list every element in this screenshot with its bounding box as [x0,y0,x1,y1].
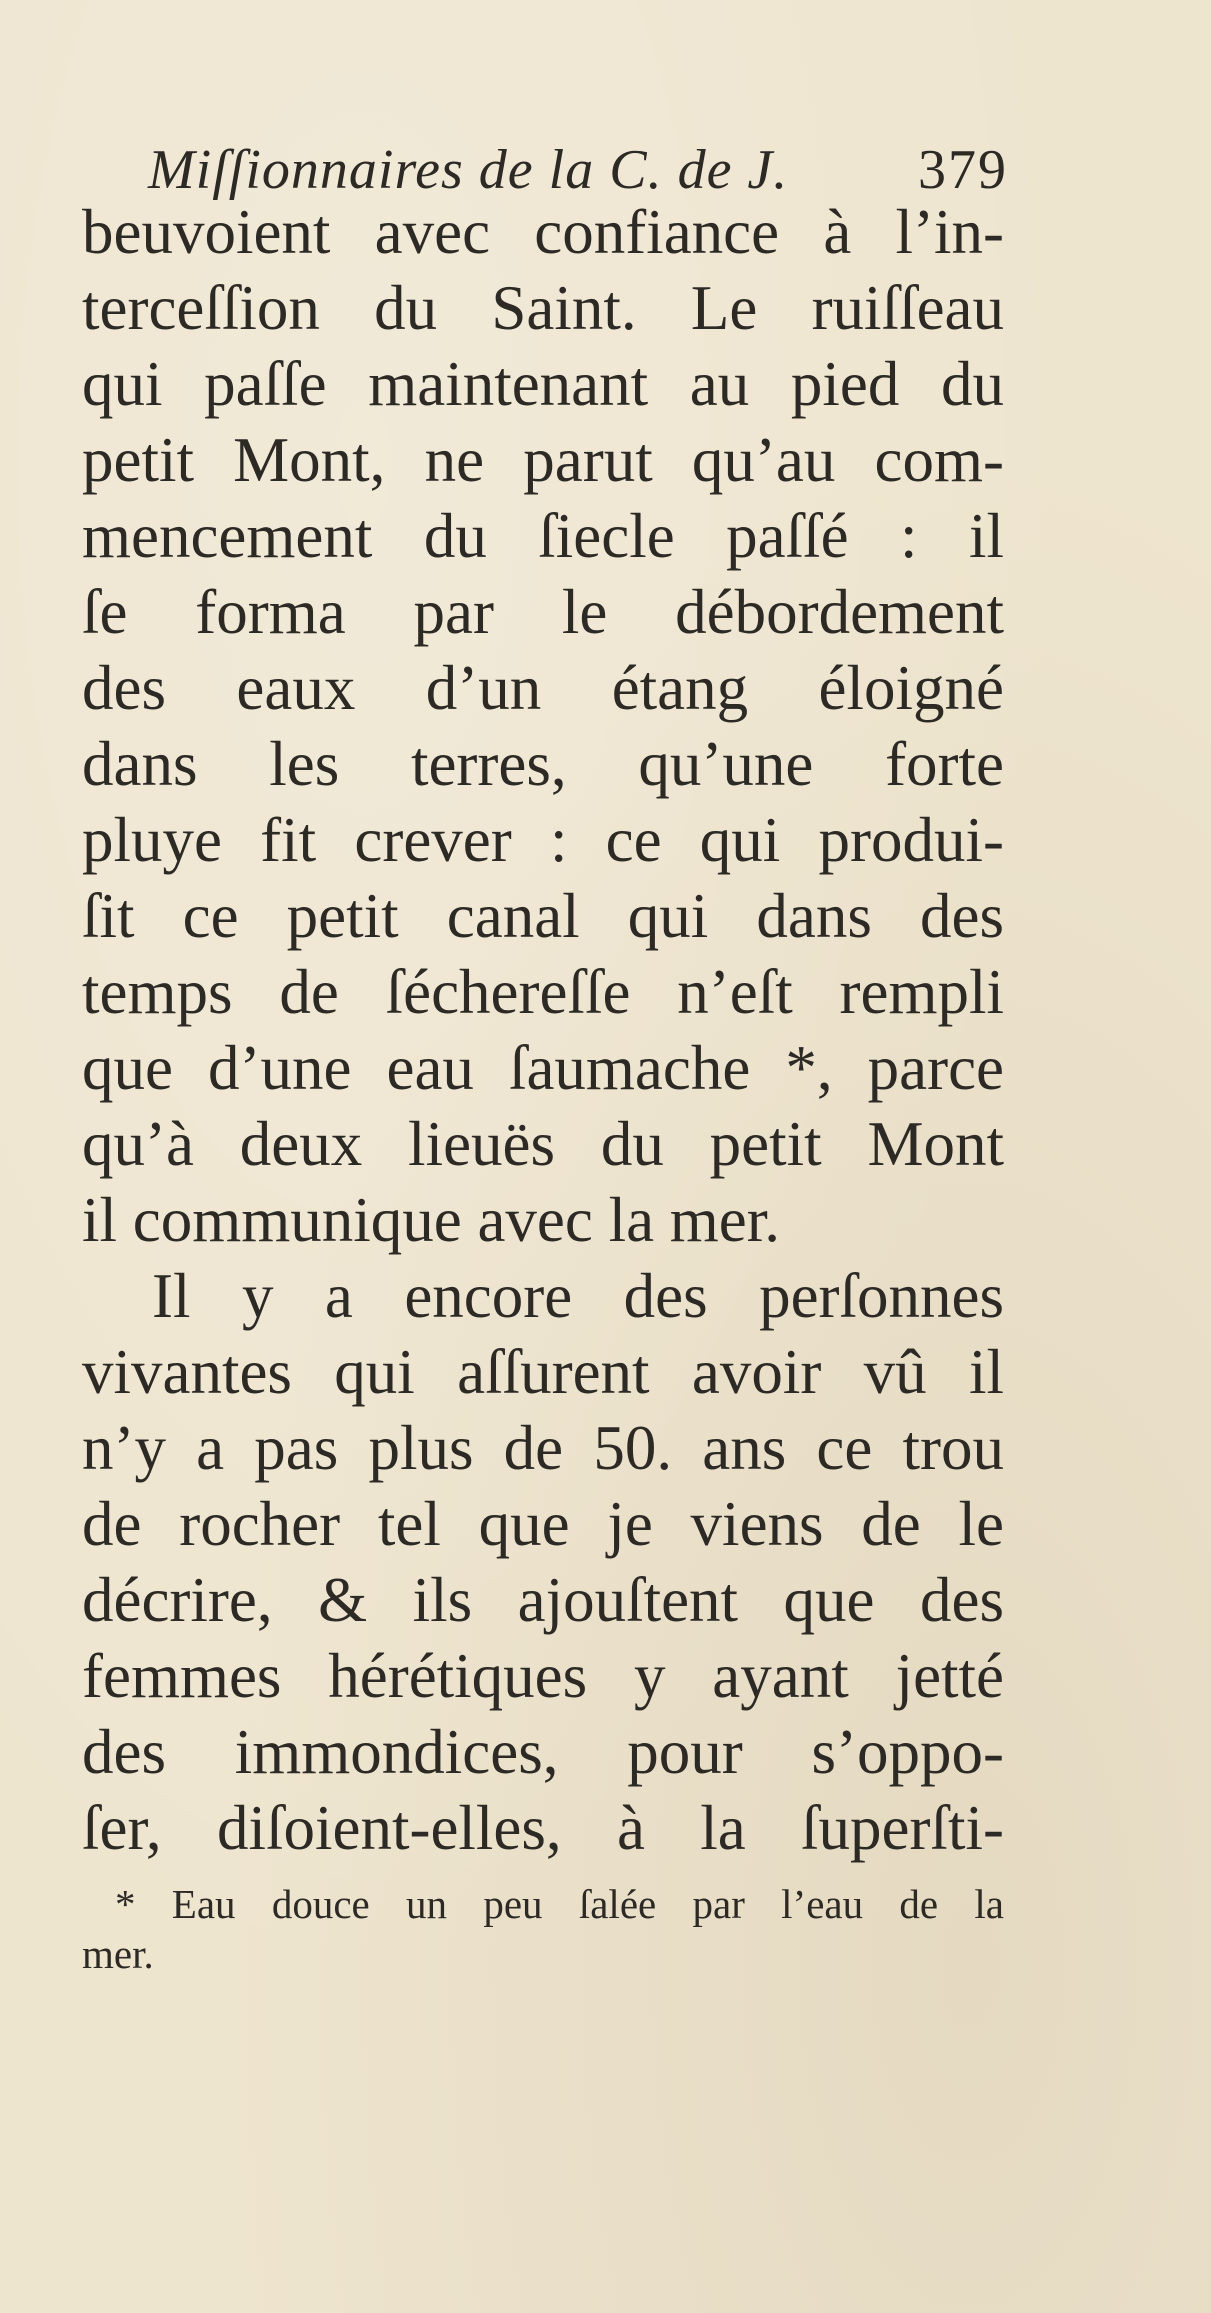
footnote-line: * Eau douce un peu ſalée par l’eau de la [115,1881,1004,1927]
text-line: que d’une eau ſaumache *, parce [82,1033,1004,1103]
text-line: qui paſſe maintenant au pied du [82,349,1004,419]
text-line: temps de ſéchereſſe n’eſt rempli [82,957,1004,1027]
text-line: de rocher tel que je viens de le [82,1489,1004,1559]
text-line: des immondices, pour s’oppo- [82,1717,1004,1787]
paragraph-start-line: Il y a encore des perſonnes [152,1261,1004,1331]
text-line: pluye fit crever : ce qui produi- [82,805,1004,875]
text-line: dans les terres, qu’une forte [82,729,1004,799]
text-line: des eaux d’un étang éloigné [82,653,1004,723]
text-line: beuvoient avec confiance à l’in- [82,197,1004,267]
text-line: n’y a pas plus de 50. ans ce trou [82,1413,1004,1483]
text-line: ſit ce petit canal qui dans des [82,881,1004,951]
running-head: Miſſionnaires de la C. de J. [148,139,789,201]
text-line: vivantes qui aſſurent avoir vû il [82,1337,1004,1407]
text-line: ſe forma par le débordement [82,577,1004,647]
text-line: ſer, diſoient-elles, à la ſuperſti- [82,1793,1004,1863]
page-number: 379 [918,139,1008,201]
text-line: qu’à deux lieuës du petit Mont [82,1109,1004,1179]
text-line: il communique avec la mer. [82,1185,781,1255]
text-line: mencement du ſiecle paſſé : il [82,501,1004,571]
text-line: décrire, & ils ajouſtent que des [82,1565,1004,1635]
text-line: terceſſion du Saint. Le ruiſſeau [82,273,1004,343]
text-line: petit Mont, ne parut qu’au com- [82,425,1004,495]
text-line: femmes hérétiques y ayant jetté [82,1641,1004,1711]
footnote-line: mer. [82,1931,154,1977]
